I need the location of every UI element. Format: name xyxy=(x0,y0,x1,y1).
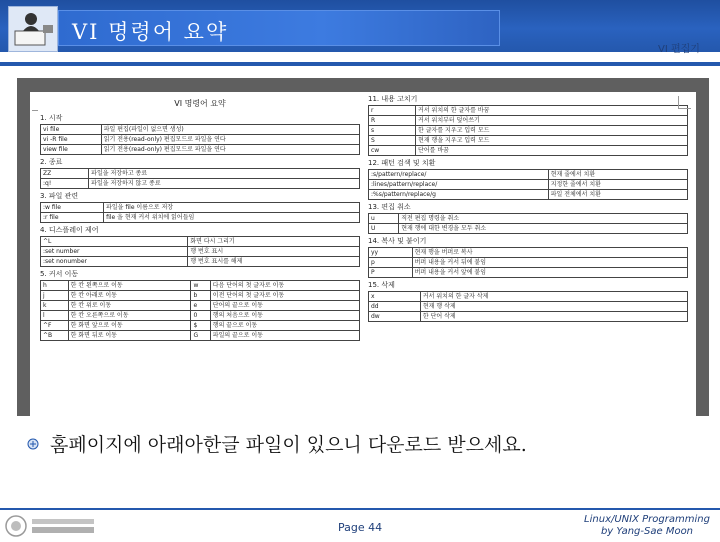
table-cell: dd xyxy=(369,302,421,312)
table-cell: b xyxy=(191,291,210,301)
table-cell: file 을 현재 커서 위치에 읽어들임 xyxy=(104,213,360,223)
table-cell: ^F xyxy=(41,321,69,331)
document-table xyxy=(40,280,360,341)
credit-line-author: by Yang-Sae Moon xyxy=(600,526,694,537)
table-row xyxy=(41,281,360,291)
table-row xyxy=(369,106,688,116)
table-cell: 행 번호 표시 xyxy=(188,247,360,257)
document-table xyxy=(368,105,688,156)
table-cell: R xyxy=(369,116,416,126)
document-section-heading: 12. 패턴 검색 및 치환 xyxy=(368,159,436,167)
table-cell: 커서 위치부터 덮어쓰기 xyxy=(416,116,688,126)
table-cell: 행의 끝으로 이동 xyxy=(210,321,359,331)
table-row xyxy=(369,136,688,146)
table-cell: k xyxy=(41,301,69,311)
table-cell: 파일을 저장하고 종료 xyxy=(89,169,360,179)
table-cell: 한 화면 뒤로 이동 xyxy=(68,331,191,341)
table-row xyxy=(369,258,688,268)
table-cell: cw xyxy=(369,146,416,156)
document-section-heading: 3. 파일 관련 xyxy=(40,192,79,200)
table-cell: 이전 단어의 첫 글자로 이동 xyxy=(210,291,359,301)
table-row xyxy=(369,180,688,190)
table-cell: 현재 행에 대한 변경을 모두 취소 xyxy=(399,224,688,234)
document-right-column xyxy=(368,92,688,324)
table-row xyxy=(369,214,688,224)
document-table xyxy=(368,213,688,234)
document-table xyxy=(368,291,688,322)
table-row xyxy=(41,145,360,155)
table-cell: x xyxy=(369,292,421,302)
table-row xyxy=(369,116,688,126)
table-cell: 파일을 저장하지 않고 종료 xyxy=(89,179,360,189)
document-table xyxy=(40,202,360,223)
document-section-heading: 4. 디스플레이 제어 xyxy=(40,226,99,234)
table-cell: 현재 줄에서 치환 xyxy=(548,170,687,180)
table-row xyxy=(41,135,360,145)
table-cell: 파일을 file 이름으로 저장 xyxy=(104,203,360,213)
table-cell: 한 칸 위로 이동 xyxy=(68,301,191,311)
table-cell: 현재 행을 버퍼로 복사 xyxy=(412,248,687,258)
table-cell: r xyxy=(369,106,416,116)
table-row xyxy=(41,291,360,301)
table-cell: 한 칸 오른쪽으로 이동 xyxy=(68,311,191,321)
table-cell: 행의 처음으로 이동 xyxy=(210,311,359,321)
document-section-heading: 5. 커서 이동 xyxy=(40,270,79,278)
table-cell: :s/pattern/replace/ xyxy=(369,170,549,180)
bullet-icon xyxy=(26,436,40,450)
table-row xyxy=(41,179,360,189)
table-cell: ZZ xyxy=(41,169,89,179)
bullet-text: 홈페이지에 아래아한글 파일이 있으니 다운로드 받으세요. xyxy=(50,434,527,456)
document-page xyxy=(30,92,696,416)
table-row xyxy=(369,190,688,200)
table-cell: yy xyxy=(369,248,413,258)
table-row xyxy=(41,257,360,267)
table-cell: P xyxy=(369,268,413,278)
table-row xyxy=(369,292,688,302)
table-cell: 버퍼 내용을 커서 앞에 붙임 xyxy=(412,268,687,278)
document-table xyxy=(40,168,360,189)
presenter-logo-icon xyxy=(8,6,58,52)
table-cell: :%s/pattern/replace/g xyxy=(369,190,549,200)
table-cell: :q! xyxy=(41,179,89,189)
table-cell: 한 칸 왼쪽으로 이동 xyxy=(68,281,191,291)
table-cell: S xyxy=(369,136,416,146)
table-row xyxy=(369,302,688,312)
table-cell: 읽기 전용(read-only) 편집모드로 파일을 연다 xyxy=(101,145,359,155)
table-row xyxy=(369,268,688,278)
table-cell: :w file xyxy=(41,203,104,213)
section-label: VI 편집기 xyxy=(658,44,700,55)
table-row xyxy=(41,213,360,223)
table-cell: p xyxy=(369,258,413,268)
table-cell: 직전 편집 명령을 취소 xyxy=(399,214,688,224)
document-section-heading: 14. 복사 및 붙이기 xyxy=(368,237,427,245)
table-row xyxy=(41,169,360,179)
table-row xyxy=(41,237,360,247)
table-row xyxy=(369,126,688,136)
table-row xyxy=(41,331,360,341)
table-cell: ^B xyxy=(41,331,69,341)
table-cell: :r file xyxy=(41,213,104,223)
credit-text xyxy=(578,514,716,538)
table-cell: e xyxy=(191,301,210,311)
table-row xyxy=(41,311,360,321)
table-cell: 커서 위치의 한 글자 삭제 xyxy=(420,292,687,302)
document-content xyxy=(40,92,690,416)
table-cell: 단어의 끝으로 이동 xyxy=(210,301,359,311)
document-title: VI 명령어 요약 xyxy=(174,99,226,108)
table-cell: 읽기 전용(read-only) 편집모드로 파일을 연다 xyxy=(101,135,359,145)
table-cell: 화면 다시 그리기 xyxy=(188,237,360,247)
table-cell: 현재 행을 지우고 입력 모드 xyxy=(416,136,688,146)
table-row xyxy=(41,321,360,331)
document-section-heading: 15. 삭제 xyxy=(368,281,395,289)
table-cell: h xyxy=(41,281,69,291)
document-section-heading: 2. 종료 xyxy=(40,158,63,166)
table-cell: 지정한 줄에서 치환 xyxy=(548,180,687,190)
table-cell: 다음 단어의 첫 글자로 이동 xyxy=(210,281,359,291)
table-cell: view file xyxy=(41,145,102,155)
document-section-heading: 11. 내용 고치기 xyxy=(368,95,418,103)
table-cell: $ xyxy=(191,321,210,331)
table-cell: :set number xyxy=(41,247,188,257)
credit-line-course: Linux/UNIX Programming xyxy=(584,514,710,525)
table-row xyxy=(369,170,688,180)
table-cell: 한 글자를 지우고 입력 모드 xyxy=(416,126,688,136)
table-cell: U xyxy=(369,224,399,234)
table-cell: 행 번호 표시를 해제 xyxy=(188,257,360,267)
table-row xyxy=(369,312,688,322)
document-table xyxy=(368,247,688,278)
table-cell: 한 칸 아래로 이동 xyxy=(68,291,191,301)
table-row xyxy=(369,248,688,258)
table-cell: 파일 편집(파일이 없으면 생성) xyxy=(101,125,359,135)
table-cell: 파일 전체에서 치환 xyxy=(548,190,687,200)
page-corner-mark xyxy=(32,104,38,111)
document-table xyxy=(40,124,360,155)
document-section-heading: 1. 시작 xyxy=(40,114,63,122)
table-row xyxy=(41,247,360,257)
table-cell: u xyxy=(369,214,399,224)
table-cell: G xyxy=(191,331,210,341)
table-cell: w xyxy=(191,281,210,291)
table-cell: 커서 위치의 한 글자를 바꿈 xyxy=(416,106,688,116)
table-cell: vi -R file xyxy=(41,135,102,145)
table-cell: :set nonumber xyxy=(41,257,188,267)
table-row xyxy=(369,146,688,156)
document-table xyxy=(40,236,360,267)
table-cell: j xyxy=(41,291,69,301)
header-divider xyxy=(0,62,720,66)
table-cell: vi file xyxy=(41,125,102,135)
table-cell: dw xyxy=(369,312,421,322)
table-cell: 버퍼 내용을 커서 뒤에 붙임 xyxy=(412,258,687,268)
table-row xyxy=(41,125,360,135)
table-row xyxy=(41,203,360,213)
table-cell: 파일의 끝으로 이동 xyxy=(210,331,359,341)
table-cell: :lines/pattern/replace/ xyxy=(369,180,549,190)
table-cell: 0 xyxy=(191,311,210,321)
page-corner-mark xyxy=(678,96,691,109)
table-row xyxy=(369,224,688,234)
table-cell: s xyxy=(369,126,416,136)
page-number: Page 44 xyxy=(338,521,383,534)
university-logo-icon xyxy=(4,514,100,538)
footer-divider xyxy=(0,508,720,510)
document-section-heading: 13. 편집 취소 xyxy=(368,203,411,211)
page-title: VI 명령어 요약 xyxy=(72,20,229,44)
table-cell: 한 단어 삭제 xyxy=(420,312,687,322)
table-row xyxy=(41,301,360,311)
table-cell: 한 화면 앞으로 이동 xyxy=(68,321,191,331)
table-cell: l xyxy=(41,311,69,321)
document-left-column xyxy=(40,92,360,343)
table-cell: 단어를 바꿈 xyxy=(416,146,688,156)
document-table xyxy=(368,169,688,200)
table-cell: ^L xyxy=(41,237,188,247)
table-cell: 현재 행 삭제 xyxy=(420,302,687,312)
